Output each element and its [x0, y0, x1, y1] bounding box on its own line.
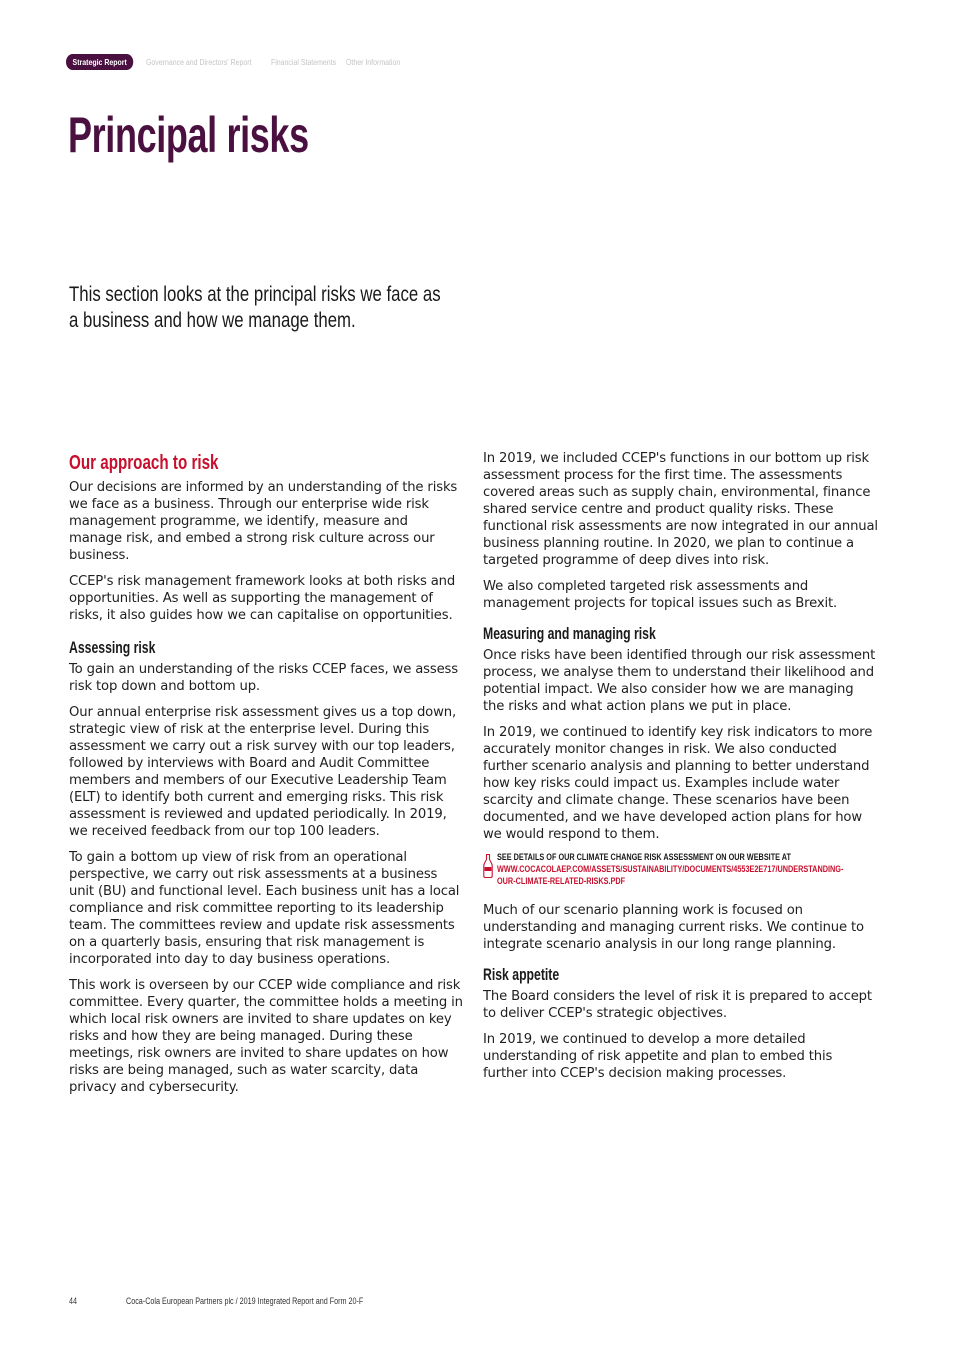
- approach-heading: Our approach to risk: [69, 452, 219, 474]
- climate-report-link[interactable]: WWW.COCACOLAEP.COM/ASSETS/SUSTAINABILITY/DOCUMENTS/4553E2E717/UNDERSTANDING-OUR-CLIMATE-RELATED-RISKS.PDF: [497, 864, 844, 887]
- bottle-icon: [483, 854, 493, 878]
- measuring-paragraph: In 2019, we continued to identify key risk indicators to more accurately monitor changes in risk. We also conducted further scenario analysis and planning to better understand how key risks could impact us. Examples include water scarcity and climate change. These scenarios have been documented, and we have developed action plans for how we would respond to them.: [483, 725, 873, 842]
- measuring-risk-heading: Measuring and managing risk: [483, 624, 656, 643]
- nav-tab-strategic-report[interactable]: Strategic Report: [66, 54, 133, 70]
- measuring-paragraph: Once risks have been identified through our risk assessment process, we analyse them to understand their likelihood and potential impact. We also consider how we are managing the risks and what action plans we put in place.: [483, 648, 876, 714]
- left-column: [69, 450, 464, 1105]
- approach-paragraph: CCEP's risk management framework looks at both risks and opportunities. As well as supporting the management of risks, it also guides how we can capitalise on opportunities.: [69, 574, 456, 623]
- assessing-paragraph: To gain an understanding of the risks CCEP faces, we assess risk top down and bottom up.: [69, 662, 458, 694]
- publication-title: Coca-Cola European Partners plc / 2019 Integrated Report and Form 20-F: [126, 1296, 364, 1306]
- page-number: 44: [69, 1296, 78, 1306]
- brexit-paragraph: We also completed targeted risk assessments and management projects for topical issues such as Brexit.: [483, 579, 838, 611]
- page-intro: This section looks at the principal risks we face as a business and how we manage them.: [69, 283, 441, 332]
- callout-text: SEE DETAILS OF OUR CLIMATE CHANGE RISK ASSESSMENT ON OUR WEBSITE AT: [497, 852, 791, 863]
- page-title: Principal risks: [68, 107, 309, 163]
- nav-tab-other-information[interactable]: Other Information: [346, 57, 401, 67]
- right-column: [483, 450, 878, 1091]
- approach-paragraph: Our decisions are informed by an understanding of the risks we face as a business. Through our enterprise wide risk management programme, we identify, measure and manage risk, and embed a strong risk culture across our business.: [69, 480, 458, 563]
- climate-callout: [483, 852, 878, 888]
- assessing-paragraph: Our annual enterprise risk assessment gives us a top down, strategic view of risk at the enterprise level. During this assessment we carry out a risk survey with our top leaders, followed by interviews with Board and Audit Committee members and members of our Executive Leadership Team (ELT) to identify both current and emerging risks. This risk assessment is reviewed and updated periodically. In 2019, we received feedback from our top 100 leaders.: [69, 705, 456, 839]
- bottom-up-paragraph: In 2019, we included CCEP's functions in our bottom up risk assessment process for the first time. The assessments covered areas such as supply chain, environmental, finance shared service centre and product quality risks. These functional risk assessments are now integrated in our annual business planning routine. In 2020, we plan to continue a targeted programme of deep dives into risk.: [483, 451, 878, 568]
- appetite-paragraph: In 2019, we continued to develop a more detailed understanding of risk appetite and plan to embed this further into CCEP's decision making processes.: [483, 1032, 833, 1081]
- nav-tab-governance[interactable]: Governance and Directors' Report: [146, 57, 252, 67]
- assessing-paragraph: This work is overseen by our CCEP wide compliance and risk committee. Every quarter, the committee holds a meeting in which local risk owners are invited to share updates on key risks and how they are being managed. During these meetings, risk owners are invited to share updates on how risks are being managed, such as water scarcity, data privacy and cybersecurity.: [69, 978, 463, 1095]
- scenario-paragraph: Much of our scenario planning work is focused on understanding and managing current risks. We continue to integrate scenario analysis in our long range planning.: [483, 903, 864, 952]
- risk-appetite-heading: Risk appetite: [483, 965, 560, 984]
- section-nav: [66, 54, 401, 70]
- assessing-paragraph: To gain a bottom up view of risk from an operational perspective, we carry out risk assessments at a business unit (BU) and functional level. Each business unit has a local compliance and risk committee reporting to its leadership team. The committees review and update risk assessments on a quarterly basis, ensuring that risk management is incorporated into day to day business operations.: [69, 850, 460, 967]
- assessing-risk-heading: Assessing risk: [69, 638, 156, 657]
- nav-tab-financial-statements[interactable]: Financial Statements: [270, 57, 336, 67]
- appetite-paragraph: The Board considers the level of risk it is prepared to accept to deliver CCEP's strategic objectives.: [483, 989, 872, 1021]
